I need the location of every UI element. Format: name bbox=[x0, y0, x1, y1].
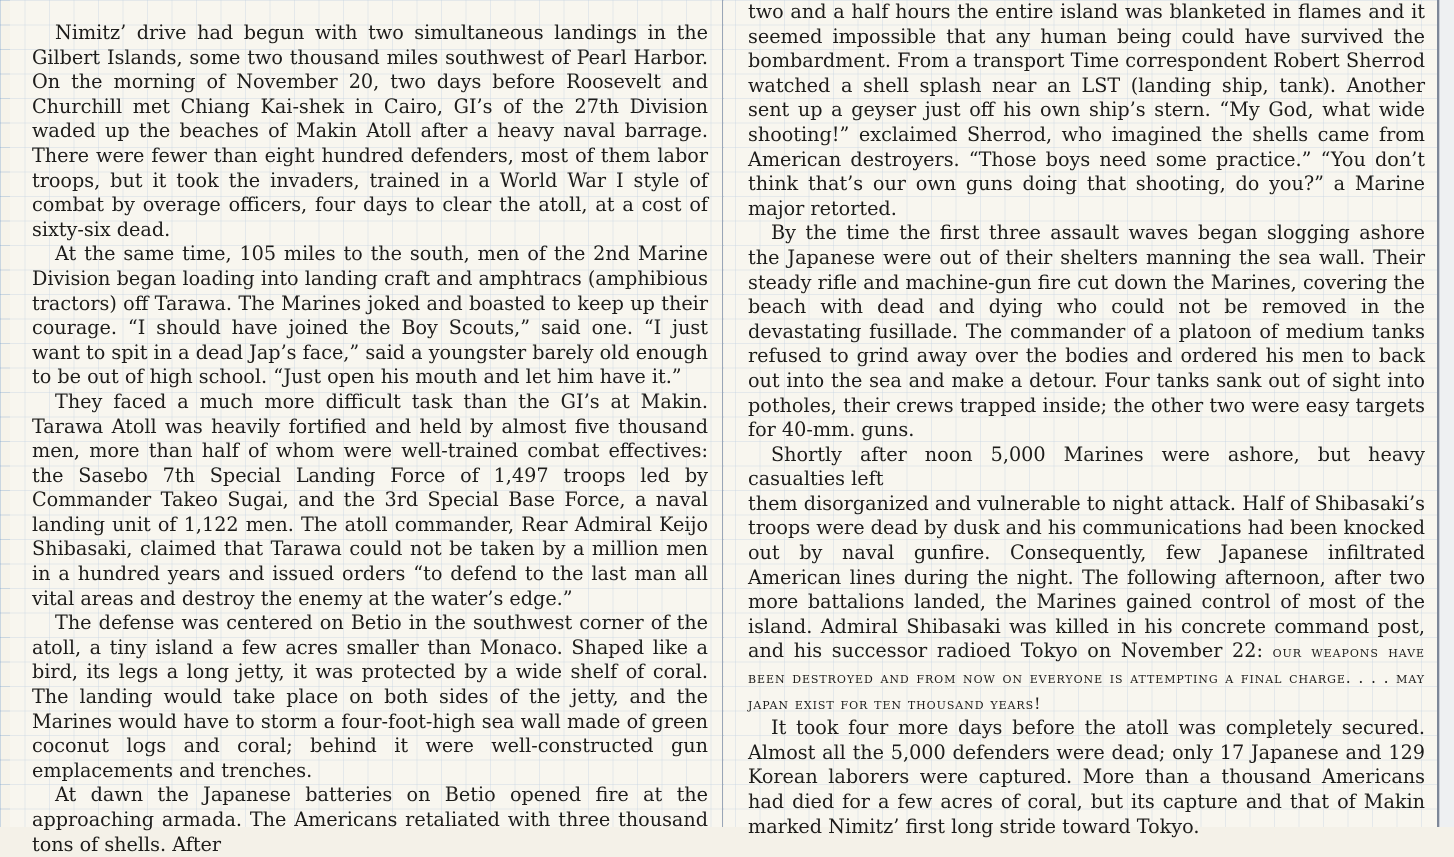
paragraph-atoll-secured: It took four more days before the atoll was completely secured. Almost all the 5,000 defenders were dead; only 17 Japanese and 129 Korean laborers were captured. More than a thousand Americans had died for a few acres of coral, but its capture and that of Makin marked Nimitz’ first long stride toward Tokyo. bbox=[748, 716, 1425, 838]
page-edge-strip bbox=[1439, 0, 1454, 827]
paragraph-dawn-barrage: At dawn the Japanese batteries on Betio opened fire at the approaching armada. The Americans retaliated with three thousand tons of shells. After bbox=[32, 783, 708, 856]
paragraph-bombardment: two and a half hours the entire island was blanketed in flames and it seemed impossible that any human being could have survived the bombardment. From a transport Time correspondent Robert Sherrod watched a shell splash near an LST (landing ship, tank). Another sent up a geyser just off his own ship’s stern. “My God, what wide shooting!” exclaimed Sherrod, who imagined the shells came from American destroyers. “Those boys need some practice.” “You don’t think that’s our own guns doing that shooting, do you?” a Marine major retorted. bbox=[748, 0, 1425, 220]
paragraph-gilbert-landings: Nimitz’ drive had begun with two simultaneous landings in the Gilbert Islands, some two thousand miles southwest of Pearl Harbor. On the morning of November 20, two days before Roosevelt and Churchill met Chiang Kai-shek in Cairo, GI’s of the 27th Division waded up the beaches of Makin Atoll after a heavy naval barrage. There were fewer than eight hundred defenders, most of them labor troops, but it took the invaders, trained in a World War I style of combat by overage officers, four days to clear the atoll, at a cost of sixty-six dead. bbox=[32, 21, 708, 241]
paragraph-betio-island: The defense was centered on Betio in the southwest corner of the atoll, a tiny island a few acres smaller than Monaco. Shaped like a bird, its legs a long jetty, it was protected by a wide shelf of coral. The landing would take place on both sides of the jetty, and the Marines would have to storm a four-foot-high sea wall made of green coconut logs and coral; behind it were well-constructed gun emplacements and trenches. bbox=[32, 611, 708, 782]
paragraph-tarawa-marines: At the same time, 105 miles to the south, men of the 2nd Marine Division began loading into landing craft and amphtracs (amphibious tractors) off Tarawa. The Marines joked and boasted to keep up their courage. “I should have joined the Boy Scouts,” said one. “I just want to spit in a dead Jap’s face,” said a youngster barely old enough to be out of high school. “Just open his mouth and let him have it.” bbox=[32, 242, 708, 389]
radio-message: our weapons have been destroyed and from now on everyone is attempting a final charge. . . . may japan exist for ten thousand years! bbox=[748, 643, 1425, 713]
paragraph-shibasaki-killed bbox=[748, 492, 1425, 716]
shibasaki-text: them disorganized and vulnerable to night attack. Half of Shibasaki’s troops were dead by dusk and his communications had been knocked out by naval gunfire. Consequently, few Japanese infiltrated American lines during the night. The following afternoon, after two more battalions landed, the Marines gained control of most of the island. Admiral Shibasaki was killed in his concrete command post, and his successor radioed Tokyo on November 22: bbox=[748, 491, 1425, 663]
paragraph-tarawa-defenses: They faced a much more difficult task than the GI’s at Makin. Tarawa Atoll was heavily fortified and held by almost five thousand men, more than half of whom were well-trained combat effectives: the Sasebo 7th Special Landing Force of 1,497 troops led by Commander Takeo Sugai, and the 3rd Special Base Force, a naval landing unit of 1,122 men. The atoll commander, Rear Admiral Keijo Shibasaki, claimed that Tarawa could not be taken by a million men in a hundred years and issued orders “to defend to the last man all vital areas and destroy the enemy at the water’s edge.” bbox=[32, 389, 708, 610]
paragraph-assault-waves: By the time the first three assault waves began slogging ashore the Japanese were out of their shelters manning the sea wall. Their steady rifle and machine-gun fire cut down the Marines, covering the beach with dead and dying who could not be removed in the devastating fusillade. The commander of a platoon of medium tanks refused to grind away over the bodies and ordered his men to back out into the sea and make a detour. Four tanks sank out of sight into potholes, their crews trapped inside; the other two were easy targets for 40-mm. guns. bbox=[748, 221, 1425, 442]
paragraph-marines-ashore: Shortly after noon 5,000 Marines were ashore, but heavy casualties left bbox=[748, 442, 1425, 491]
left-column bbox=[10, 0, 723, 856]
right-column bbox=[724, 0, 1439, 838]
